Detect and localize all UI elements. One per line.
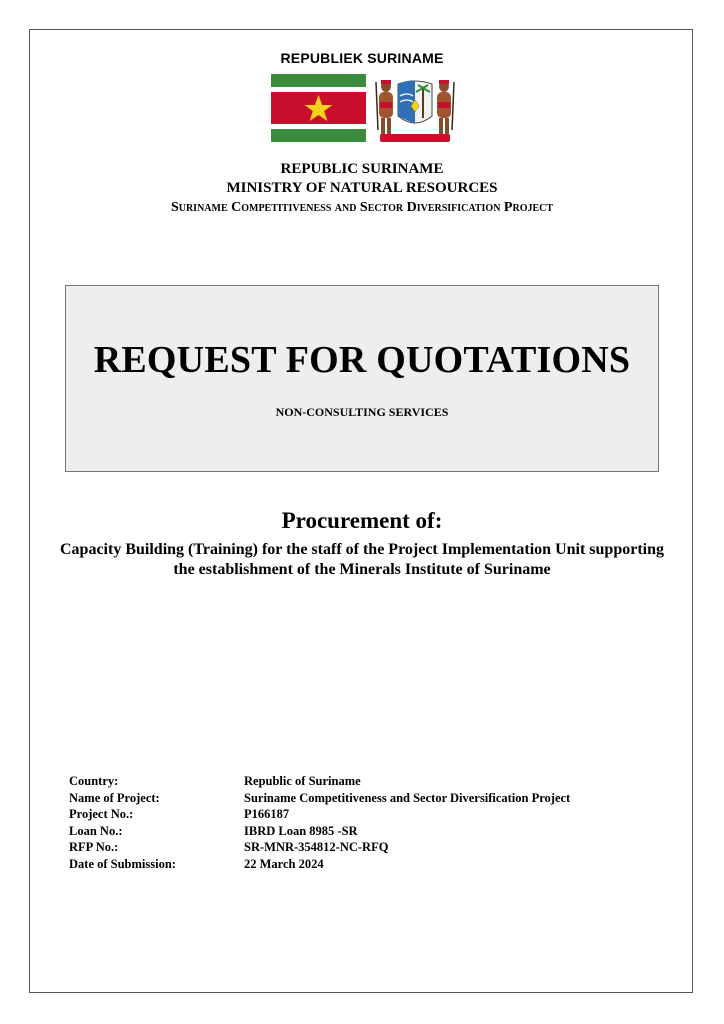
info-row-project-no bbox=[69, 806, 570, 823]
info-label: RFP No.: bbox=[69, 840, 119, 854]
info-label: Name of Project: bbox=[69, 790, 160, 805]
info-value: IBRD Loan 8985 -SR bbox=[244, 823, 358, 838]
procurement-description: Capacity Building (Training) for the staff of the Project Implementation Unit supporting the establishment of the Minerals Institute of Suriname bbox=[60, 541, 664, 578]
republic-line: REPUBLIC SURINAME bbox=[280, 161, 444, 177]
project-line: Suriname Competitiveness and Sector Diversification Project bbox=[170, 200, 554, 215]
info-label: Country: bbox=[69, 774, 119, 788]
procurement-heading: Procurement of: bbox=[281, 508, 443, 533]
rfq-title-box bbox=[65, 285, 659, 472]
info-value: SR-MNR-354812-NC-RFQ bbox=[244, 840, 389, 854]
info-value: Suriname Competitiveness and Sector Diversification Project bbox=[244, 790, 571, 805]
info-row-date-of-submission bbox=[69, 856, 570, 873]
flag-green-band-bottom bbox=[271, 129, 366, 142]
info-label: Date of Submission: bbox=[69, 856, 176, 871]
star-icon bbox=[271, 92, 366, 124]
project-info-table bbox=[69, 773, 570, 872]
suriname-coat-of-arms-icon bbox=[372, 72, 458, 144]
info-label: Project No.: bbox=[69, 807, 134, 821]
info-value: P166187 bbox=[244, 807, 290, 821]
rfq-subtitle: NON-CONSULTING SERVICES bbox=[275, 405, 449, 419]
info-value: 22 March 2024 bbox=[244, 856, 324, 871]
country-header: REPUBLIEK SURINAME bbox=[280, 50, 444, 66]
ministry-block bbox=[0, 160, 724, 217]
info-label: Loan No.: bbox=[69, 823, 123, 838]
info-row-project-name bbox=[69, 790, 570, 807]
flag-red-band bbox=[271, 92, 366, 124]
info-row-country bbox=[69, 773, 570, 790]
ministry-line: MINISTRY OF NATURAL RESOURCES bbox=[226, 180, 498, 196]
info-row-rfp-no bbox=[69, 839, 570, 856]
rfq-title: REQUEST FOR QUOTATIONS bbox=[93, 339, 631, 381]
suriname-flag-icon bbox=[271, 74, 366, 142]
info-value: Republic of Suriname bbox=[244, 774, 361, 788]
info-row-loan-no bbox=[69, 823, 570, 840]
flag-green-band bbox=[271, 74, 366, 87]
